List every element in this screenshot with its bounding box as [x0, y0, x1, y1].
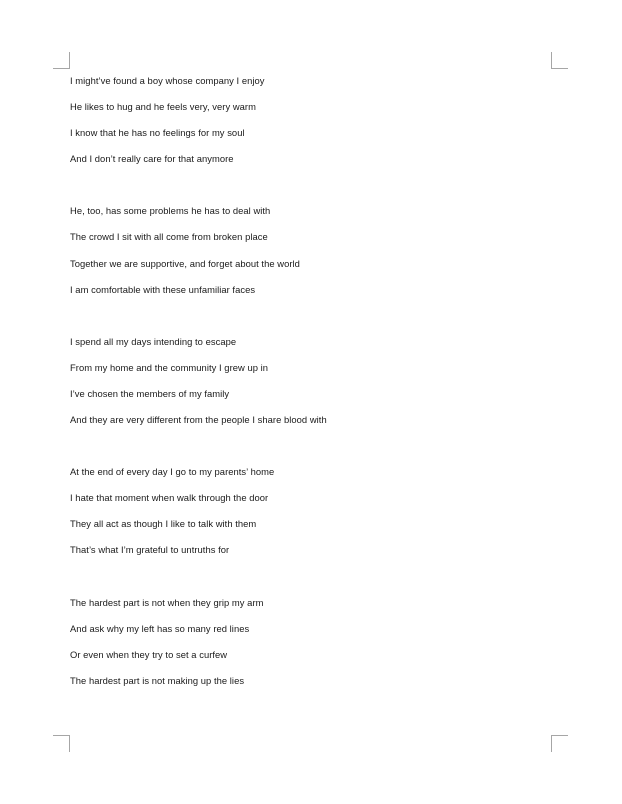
stanza-line: From my home and the community I grew up in: [70, 361, 269, 373]
stanza-line: The hardest part is not when they grip my arm: [70, 596, 264, 608]
stanza-2: [70, 198, 550, 302]
stanza-line: The crowd I sit with all come from broken place: [70, 231, 268, 243]
stanza-5: [70, 590, 550, 694]
margin-mark-bottom-right: [551, 735, 568, 752]
stanza-line: At the end of every day I go to my parents’ home: [70, 466, 275, 478]
document-body[interactable]: [70, 68, 550, 720]
stanza-1: [70, 68, 550, 172]
stanza-line: They all act as though I like to talk with them: [70, 518, 257, 530]
stanza-line: He, too, has some problems he has to deal with: [70, 205, 271, 217]
stanza-line: I might’ve found a boy whose company I enjoy: [70, 75, 265, 86]
stanza-3: [70, 329, 550, 433]
stanza-line: That’s what I’m grateful to untruths for: [70, 544, 230, 556]
stanza-line: Or even when they try to set a curfew: [70, 648, 228, 660]
stanza-line: And I don’t really care for that anymore: [70, 153, 234, 165]
stanza-line: I spend all my days intending to escape: [70, 335, 237, 347]
stanza-line: I know that he has no feelings for my soul: [70, 127, 245, 139]
stanza-line: Together we are supportive, and forget about the world: [70, 257, 300, 269]
stanza-line: I am comfortable with these unfamiliar faces: [70, 283, 256, 295]
stanza-4: [70, 459, 550, 563]
stanza-line: I’ve chosen the members of my family: [70, 387, 230, 399]
stanza-line: And ask why my left has so many red lines: [70, 622, 250, 634]
margin-mark-top-right: [551, 52, 568, 69]
stanza-line: And they are very different from the people I share blood with: [70, 414, 327, 426]
stanza-line: He likes to hug and he feels very, very warm: [70, 101, 256, 113]
margin-mark-bottom-left: [53, 735, 70, 752]
margin-mark-top-left: [53, 52, 70, 69]
stanza-line: I hate that moment when walk through the door: [70, 492, 269, 504]
stanza-line: The hardest part is not making up the lies: [70, 674, 245, 686]
